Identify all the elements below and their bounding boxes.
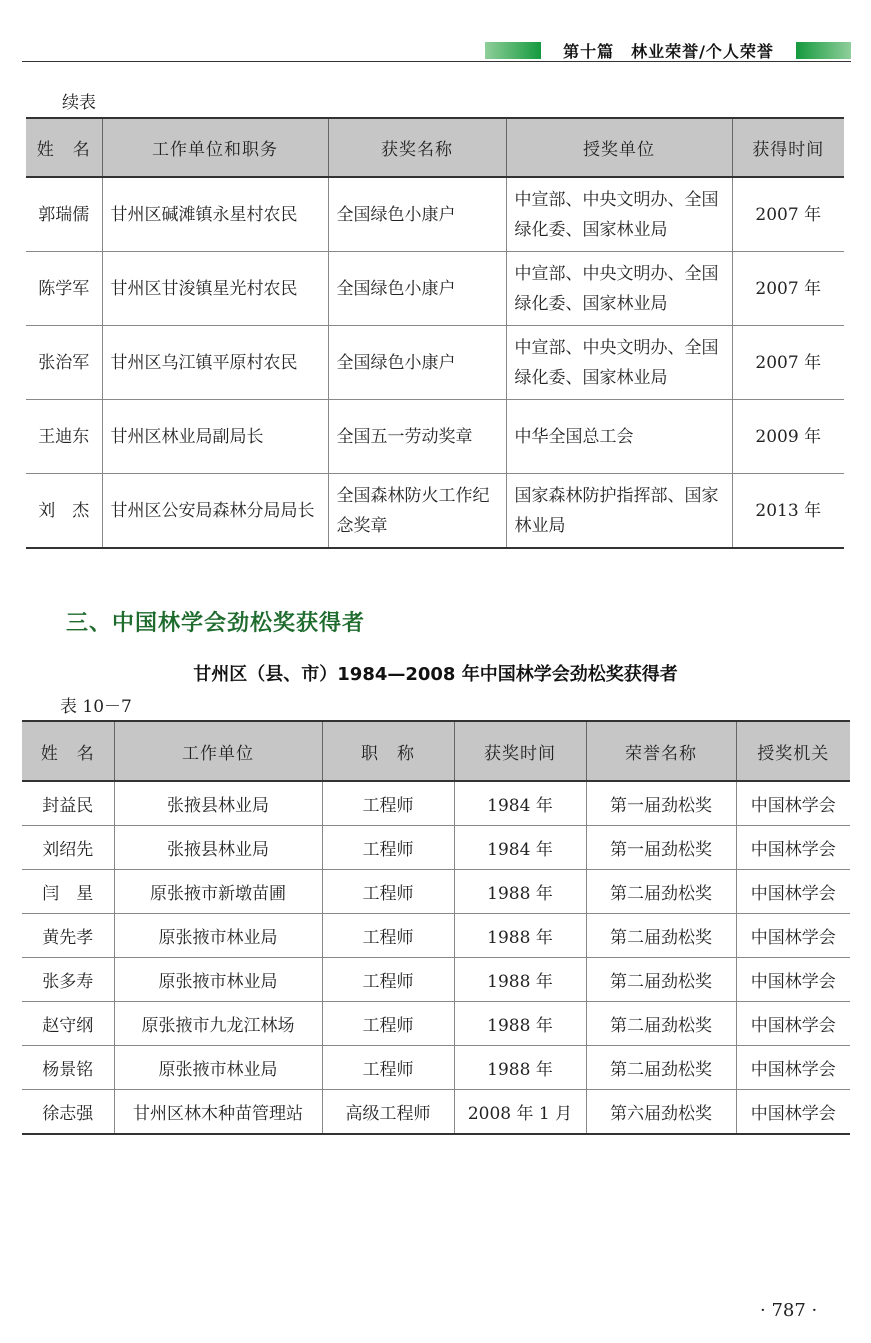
- table-row: [22, 870, 850, 914]
- cell-title: 工程师: [322, 1002, 454, 1046]
- cell-workplace: 甘州区碱滩镇永星村农民: [102, 177, 328, 252]
- cell-workplace: 原张掖市新墩苗圃: [114, 870, 322, 914]
- cell-title: 工程师: [322, 1046, 454, 1090]
- cell-issuer: 中国林学会: [736, 781, 850, 826]
- cell-name: 郭瑞儒: [26, 177, 102, 252]
- cell-name: 赵守纲: [22, 1002, 114, 1046]
- cell-issuer: 中国林学会: [736, 826, 850, 870]
- cell-honor: 第一届劲松奖: [586, 781, 736, 826]
- cell-workplace: 甘州区甘浚镇星光村农民: [102, 252, 328, 326]
- cell-workplace: 甘州区林木种苗管理站: [114, 1090, 322, 1135]
- table-row: [26, 326, 844, 400]
- table-row: [22, 826, 850, 870]
- page-number: · 787 ·: [760, 1300, 818, 1321]
- cell-name: 刘 杰: [26, 474, 102, 549]
- cell-award: 全国绿色小康户: [328, 252, 506, 326]
- cell-issuer: 中宣部、中央文明办、全国绿化委、国家林业局: [506, 252, 732, 326]
- cell-date: 1988 年: [454, 1046, 586, 1090]
- cell-date: 2007 年: [732, 177, 844, 252]
- header-green-bar-left: [485, 42, 541, 59]
- cell-name: 王迪东: [26, 400, 102, 474]
- table-row: [22, 1046, 850, 1090]
- running-header: [485, 41, 851, 59]
- cell-name: 杨景铭: [22, 1046, 114, 1090]
- cell-workplace: 原张掖市林业局: [114, 1046, 322, 1090]
- col-header-honor: 荣誉名称: [586, 721, 736, 781]
- cell-honor: 第二届劲松奖: [586, 958, 736, 1002]
- cell-date: 1988 年: [454, 914, 586, 958]
- cell-title: 工程师: [322, 781, 454, 826]
- cell-date: 1988 年: [454, 1002, 586, 1046]
- cell-issuer: 中国林学会: [736, 914, 850, 958]
- table-row: [22, 958, 850, 1002]
- col-header-issuer: 授奖机关: [736, 721, 850, 781]
- cell-workplace: 原张掖市林业局: [114, 958, 322, 1002]
- col-header-title: 职 称: [322, 721, 454, 781]
- cell-issuer: 中国林学会: [736, 958, 850, 1002]
- header-rule: [22, 61, 851, 62]
- col-header-workplace: 工作单位: [114, 721, 322, 781]
- cell-date: 1984 年: [454, 781, 586, 826]
- table-header-row: [26, 118, 844, 177]
- cell-workplace: 张掖县林业局: [114, 781, 322, 826]
- cell-date: 2009 年: [732, 400, 844, 474]
- cell-title: 工程师: [322, 826, 454, 870]
- col-header-date: 获奖时间: [454, 721, 586, 781]
- cell-date: 1984 年: [454, 826, 586, 870]
- cell-issuer: 国家森林防护指挥部、国家林业局: [506, 474, 732, 549]
- table-row: [22, 1002, 850, 1046]
- cell-name: 闫 星: [22, 870, 114, 914]
- table-row: [26, 177, 844, 252]
- cell-issuer: 中华全国总工会: [506, 400, 732, 474]
- cell-date: 2013 年: [732, 474, 844, 549]
- cell-title: 工程师: [322, 958, 454, 1002]
- cell-name: 陈学军: [26, 252, 102, 326]
- section-title: 三、中国林学会劲松奖获得者: [66, 611, 366, 636]
- cell-award: 全国绿色小康户: [328, 177, 506, 252]
- col-header-workplace: 工作单位和职务: [102, 118, 328, 177]
- jinsong-award-table: [22, 720, 850, 1135]
- cell-issuer: 中国林学会: [736, 1090, 850, 1135]
- cell-workplace: 甘州区林业局副局长: [102, 400, 328, 474]
- table-row: [26, 252, 844, 326]
- cell-issuer: 中国林学会: [736, 1002, 850, 1046]
- table-row: [22, 1090, 850, 1135]
- cell-title: 工程师: [322, 870, 454, 914]
- cell-workplace: 张掖县林业局: [114, 826, 322, 870]
- cell-issuer: 中国林学会: [736, 1046, 850, 1090]
- header-title: 第十篇 林业荣誉/个人荣誉: [563, 41, 774, 61]
- col-header-name: 姓 名: [26, 118, 102, 177]
- cell-workplace: 甘州区公安局森林分局局长: [102, 474, 328, 549]
- col-header-date: 获得时间: [732, 118, 844, 177]
- cell-issuer: 中宣部、中央文明办、全国绿化委、国家林业局: [506, 326, 732, 400]
- table-row: [22, 914, 850, 958]
- cell-name: 黄先孝: [22, 914, 114, 958]
- cell-date: 2007 年: [732, 252, 844, 326]
- cell-honor: 第二届劲松奖: [586, 870, 736, 914]
- cell-title: 高级工程师: [322, 1090, 454, 1135]
- cell-name: 张多寿: [22, 958, 114, 1002]
- cell-award: 全国森林防火工作纪念奖章: [328, 474, 506, 549]
- table-row: [26, 474, 844, 549]
- cell-honor: 第二届劲松奖: [586, 1002, 736, 1046]
- cell-issuer: 中宣部、中央文明办、全国绿化委、国家林业局: [506, 177, 732, 252]
- cell-honor: 第六届劲松奖: [586, 1090, 736, 1135]
- cell-award: 全国绿色小康户: [328, 326, 506, 400]
- col-header-award: 获奖名称: [328, 118, 506, 177]
- cell-honor: 第二届劲松奖: [586, 914, 736, 958]
- cell-workplace: 原张掖市林业局: [114, 914, 322, 958]
- cell-award: 全国五一劳动奖章: [328, 400, 506, 474]
- cell-date: 1988 年: [454, 958, 586, 1002]
- cell-workplace: 甘州区乌江镇平原村农民: [102, 326, 328, 400]
- table-label: 表 10－7: [60, 697, 132, 717]
- cell-date: 2008 年 1 月: [454, 1090, 586, 1135]
- cell-issuer: 中国林学会: [736, 870, 850, 914]
- cell-name: 封益民: [22, 781, 114, 826]
- col-header-issuer: 授奖单位: [506, 118, 732, 177]
- cell-name: 张治军: [26, 326, 102, 400]
- table-row: [22, 781, 850, 826]
- cell-date: 2007 年: [732, 326, 844, 400]
- cell-workplace: 原张掖市九龙江林场: [114, 1002, 322, 1046]
- awards-table-continued: [26, 117, 844, 549]
- cell-honor: 第二届劲松奖: [586, 1046, 736, 1090]
- cell-name: 徐志强: [22, 1090, 114, 1135]
- col-header-name: 姓 名: [22, 721, 114, 781]
- table-header-row: [22, 721, 850, 781]
- table-title: 甘州区（县、市）1984—2008 年中国林学会劲松奖获得者: [193, 664, 678, 685]
- cell-date: 1988 年: [454, 870, 586, 914]
- table-row: [26, 400, 844, 474]
- cell-name: 刘绍先: [22, 826, 114, 870]
- header-green-bar-right: [796, 42, 851, 59]
- continued-label: 续表: [62, 93, 96, 113]
- cell-honor: 第一届劲松奖: [586, 826, 736, 870]
- cell-title: 工程师: [322, 914, 454, 958]
